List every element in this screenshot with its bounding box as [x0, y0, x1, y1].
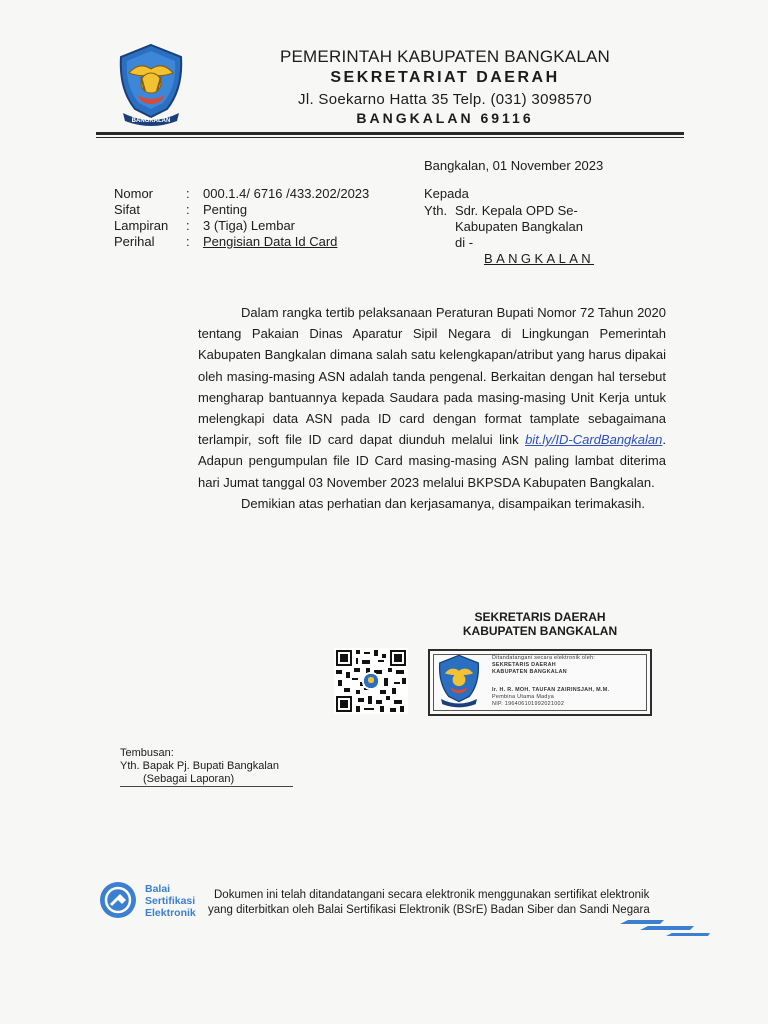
id-card-download-link[interactable]: bit.ly/ID-CardBangkalan: [525, 432, 663, 448]
footer-disclaimer-line2: yang diterbitkan oleh Balai Sertifikasi Elektronik (BSrE) Badan Siber dan Sandi Negara: [208, 904, 650, 916]
recipient-line2: Kabupaten Bangkalan: [455, 219, 583, 234]
letter-body: [198, 302, 666, 514]
footer-disclaimer-line1: Dokumen ini telah ditandatangani secara elektronik menggunakan sertifikat elektronik: [214, 889, 650, 901]
bangkalan-regency-emblem-icon: [117, 43, 185, 127]
meta-label-lampiran: Lampiran: [114, 218, 169, 233]
bangkalan-emblem-small-icon: [436, 654, 482, 708]
meta-value-lampiran: 3 (Tiga) Lembar: [203, 218, 295, 233]
stamp-rank: Pembina Utama Madya: [492, 694, 555, 700]
bsre-logo-icon: [98, 880, 144, 920]
meta-value-nomor: 000.1.4/ 6716 /433.202/2023: [203, 186, 370, 201]
letterhead-government: PEMERINTAH KABUPATEN BANGKALAN: [279, 47, 610, 66]
stamp-nip: NIP. 196406101992021002: [492, 701, 565, 707]
meta-value-sifat: Penting: [203, 202, 248, 217]
meta-label-nomor: Nomor: [114, 186, 154, 201]
letter-date: Bangkalan, 01 November 2023: [424, 158, 604, 173]
stamp-signed-by: Ditandatangani secara elektronik oleh:: [492, 655, 596, 661]
footer-arrow-decoration-icon: [620, 914, 710, 938]
meta-value-perihal: Pengisian Data Id Card: [203, 234, 338, 249]
stamp-regency: KABUPATEN BANGKALAN: [492, 669, 567, 675]
stamp-signatory-name: Ir. H. R. MOH. TAUFAN ZAIRINSJAH, M.M.: [492, 687, 610, 693]
meta-colon: :: [186, 218, 190, 233]
signatory-title: SEKRETARIS DAERAH: [474, 610, 606, 624]
recipient-salutation: Yth.: [424, 203, 448, 218]
tembusan-heading: Tembusan:: [120, 747, 174, 759]
electronic-signature-stamp: [428, 649, 652, 716]
bsre-name-line3: Elektronik: [145, 907, 196, 919]
meta-colon: :: [186, 186, 190, 201]
tembusan-rule: [120, 786, 293, 787]
letterhead-thick-rule: [96, 132, 684, 135]
meta-colon: :: [186, 234, 190, 249]
meta-label-perihal: Perihal: [114, 234, 155, 249]
tembusan-note: (Sebagai Laporan): [143, 773, 235, 785]
signatory-institution: KABUPATEN BANGKALAN: [462, 624, 618, 638]
body-paragraph-1: [198, 302, 666, 493]
tembusan-recipient: Yth. Bapak Pj. Bupati Bangkalan: [120, 760, 279, 772]
stamp-office: SEKRETARIS DAERAH: [492, 662, 557, 668]
recipient-line1: Sdr. Kepala OPD Se-: [455, 203, 578, 218]
recipient-heading: Kepada: [424, 186, 469, 201]
letterhead-thin-rule: [96, 137, 684, 138]
body-text: Dalam rangka tertib pelaksanaan Peraturan Bupati Nomor 72 Tahun 2020 tentang Pakaian Dinas Aparatur Sipil Negara di Lingkungan Pemerintah Kabupaten Bangkalan dimana salah satu kelengkapan/atribut yang harus dipakai oleh masing-masing ASN adalah tanda pengenal. Berkaitan dengan hal tersebut mengharap bantuannya kepada Saudara pada masing-masing Unit Kerja untuk melengkapi data ASN pada ID card dengan format tamplate sebagaimana terlampir, soft file ID card dapat diunduh melalui link: [198, 305, 666, 448]
letterhead-address: Jl. Soekarno Hatta 35 Telp. (031) 3098570: [298, 91, 592, 108]
bsre-name-line2: Sertifikasi: [145, 895, 196, 907]
recipient-city: BANGKALAN: [484, 251, 595, 266]
meta-label-sifat: Sifat: [114, 202, 141, 217]
bsre-name-line1: Balai: [145, 883, 171, 895]
letterhead-city-postcode: BANGKALAN 69116: [356, 110, 534, 126]
emblem-banner-text: BANGKALAN: [131, 118, 171, 124]
letterhead-office: SEKRETARIAT DAERAH: [330, 69, 560, 86]
recipient-line3: di -: [455, 235, 474, 250]
body-text: . Adapun pengumpulan file ID Card masing-masing ASN paling lambat diterima hari Jumat tanggal 03 November 2023 melalui BKPSDA Kabupaten Bangkalan.: [198, 432, 666, 490]
qr-code-icon: [334, 648, 408, 714]
body-paragraph-2: Demikian atas perhatian dan kerjasamanya, disampaikan terimakasih.: [241, 495, 645, 511]
meta-colon: :: [186, 202, 190, 217]
